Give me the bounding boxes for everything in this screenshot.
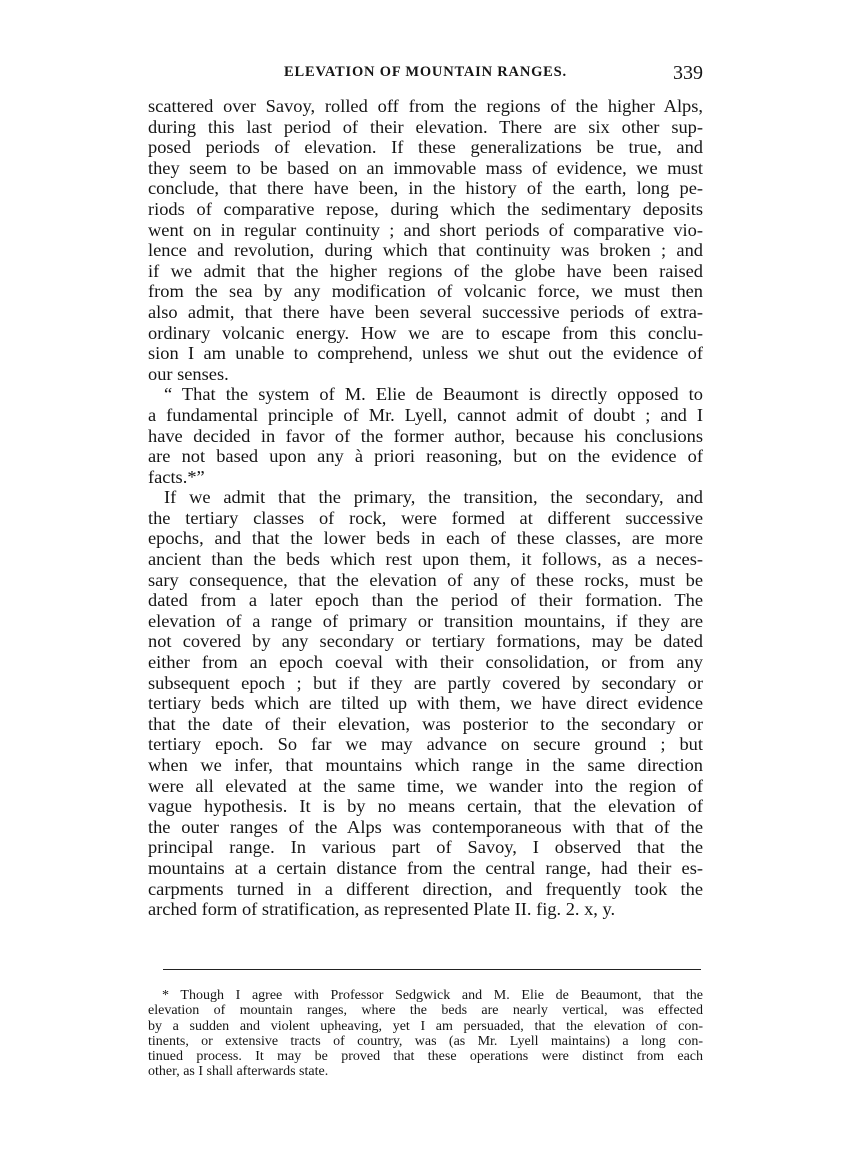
body-line: the outer ranges of the Alps was contemporaneous with that of the bbox=[148, 816, 703, 837]
body-line: they seem to be based on an immovable mass of evidence, we must bbox=[148, 157, 703, 178]
body-line: vague hypothesis. It is by no means certain, that the elevation of bbox=[148, 796, 703, 817]
body-line: ancient than the beds which rest upon them, it follows, as a neces- bbox=[148, 549, 703, 570]
body-line: have decided in favor of the former author, because his conclusions bbox=[148, 425, 703, 446]
body-line: conclude, that there have been, in the history of the earth, long pe- bbox=[148, 178, 703, 199]
body-line: tertiary beds which are tilted up with them, we have direct evidence bbox=[148, 693, 703, 714]
body-line: “ That the system of M. Elie de Beaumont is directly opposed to bbox=[164, 384, 703, 405]
body-line: epochs, and that the lower beds in each of these classes, are more bbox=[148, 528, 703, 549]
body-line: facts.*” bbox=[148, 466, 205, 487]
body-line: arched form of stratification, as represented Plate II. fig. 2. x, y. bbox=[148, 899, 616, 920]
body-line: from the sea by any modification of volcanic force, we must then bbox=[148, 281, 703, 302]
footnote bbox=[148, 988, 703, 1080]
body-line: mountains at a certain distance from the central range, had their es- bbox=[148, 857, 703, 878]
body-line: If we admit that the primary, the transition, the secondary, and bbox=[164, 487, 703, 508]
footnote-line: tinued process. It may be proved that these operations were distinct from each bbox=[148, 1049, 703, 1065]
body-line: if we admit that the higher regions of the globe have been raised bbox=[148, 260, 703, 281]
footnote-line: by a sudden and violent upheaving, yet I am persuaded, that the elevation of con- bbox=[148, 1018, 703, 1034]
body-line: are not based upon any à priori reasoning, but on the evidence of bbox=[148, 446, 703, 467]
body-line: sion I am unable to comprehend, unless we shut out the evidence of bbox=[148, 343, 703, 364]
body-line: our senses. bbox=[148, 363, 229, 384]
body-line: during this last period of their elevation. There are six other sup- bbox=[148, 116, 703, 137]
body-text bbox=[148, 96, 703, 920]
body-line: were all elevated at the same time, we wander into the region of bbox=[148, 775, 703, 796]
footnote-line: other, as I shall afterwards state. bbox=[148, 1064, 329, 1080]
page-number: 339 bbox=[673, 62, 703, 84]
body-line: elevation of a range of primary or transition mountains, if they are bbox=[148, 610, 703, 631]
body-line: posed periods of elevation. If these generalizations be true, and bbox=[148, 137, 703, 158]
body-line: riods of comparative repose, during which the sedimentary deposits bbox=[148, 198, 703, 219]
body-line: sary consequence, that the elevation of any of these rocks, must be bbox=[148, 569, 703, 590]
body-line: a fundamental principle of Mr. Lyell, cannot admit of doubt ; and I bbox=[148, 404, 703, 425]
body-line: lence and revolution, during which that continuity was broken ; and bbox=[148, 240, 703, 261]
body-line: the tertiary classes of rock, were formed at different successive bbox=[148, 507, 703, 528]
body-line: when we infer, that mountains which range in the same direction bbox=[148, 755, 703, 775]
footnote-line: * Though I agree with Professor Sedgwick and M. Elie de Beaumont, that the bbox=[162, 988, 703, 1003]
body-line: ordinary volcanic energy. How we are to escape from this conclu- bbox=[148, 322, 703, 343]
body-line: that the date of their elevation, was posterior to the secondary or bbox=[148, 713, 703, 734]
footnote-line: tinents, or extensive tracts of country, was (as Mr. Lyell maintains) a long con- bbox=[148, 1033, 703, 1049]
footnote-line: elevation of mountain ranges, where the beds are nearly vertical, was effected bbox=[148, 1003, 703, 1019]
footnote-rule bbox=[163, 969, 701, 970]
body-line: went on in regular continuity ; and short periods of comparative vio- bbox=[148, 219, 703, 240]
body-line: also admit, that there have been several successive periods of extra- bbox=[148, 301, 703, 322]
body-line: dated from a later epoch than the period of their formation. The bbox=[148, 590, 703, 611]
body-line: not covered by any secondary or tertiary formations, may be dated bbox=[148, 631, 703, 652]
running-head bbox=[148, 62, 703, 86]
running-title: ELEVATION OF MOUNTAIN RANGES. bbox=[284, 64, 567, 80]
body-line: either from an epoch coeval with their consolidation, or from any bbox=[148, 652, 703, 673]
body-line: subsequent epoch ; but if they are partly covered by secondary or bbox=[148, 672, 703, 693]
body-line: scattered over Savoy, rolled off from the regions of the higher Alps, bbox=[148, 96, 703, 116]
body-line: carpments turned in a different direction, and frequently took the bbox=[148, 878, 703, 899]
body-line: tertiary epoch. So far we may advance on secure ground ; but bbox=[148, 734, 703, 755]
body-line: principal range. In various part of Savoy, I observed that the bbox=[148, 837, 703, 858]
